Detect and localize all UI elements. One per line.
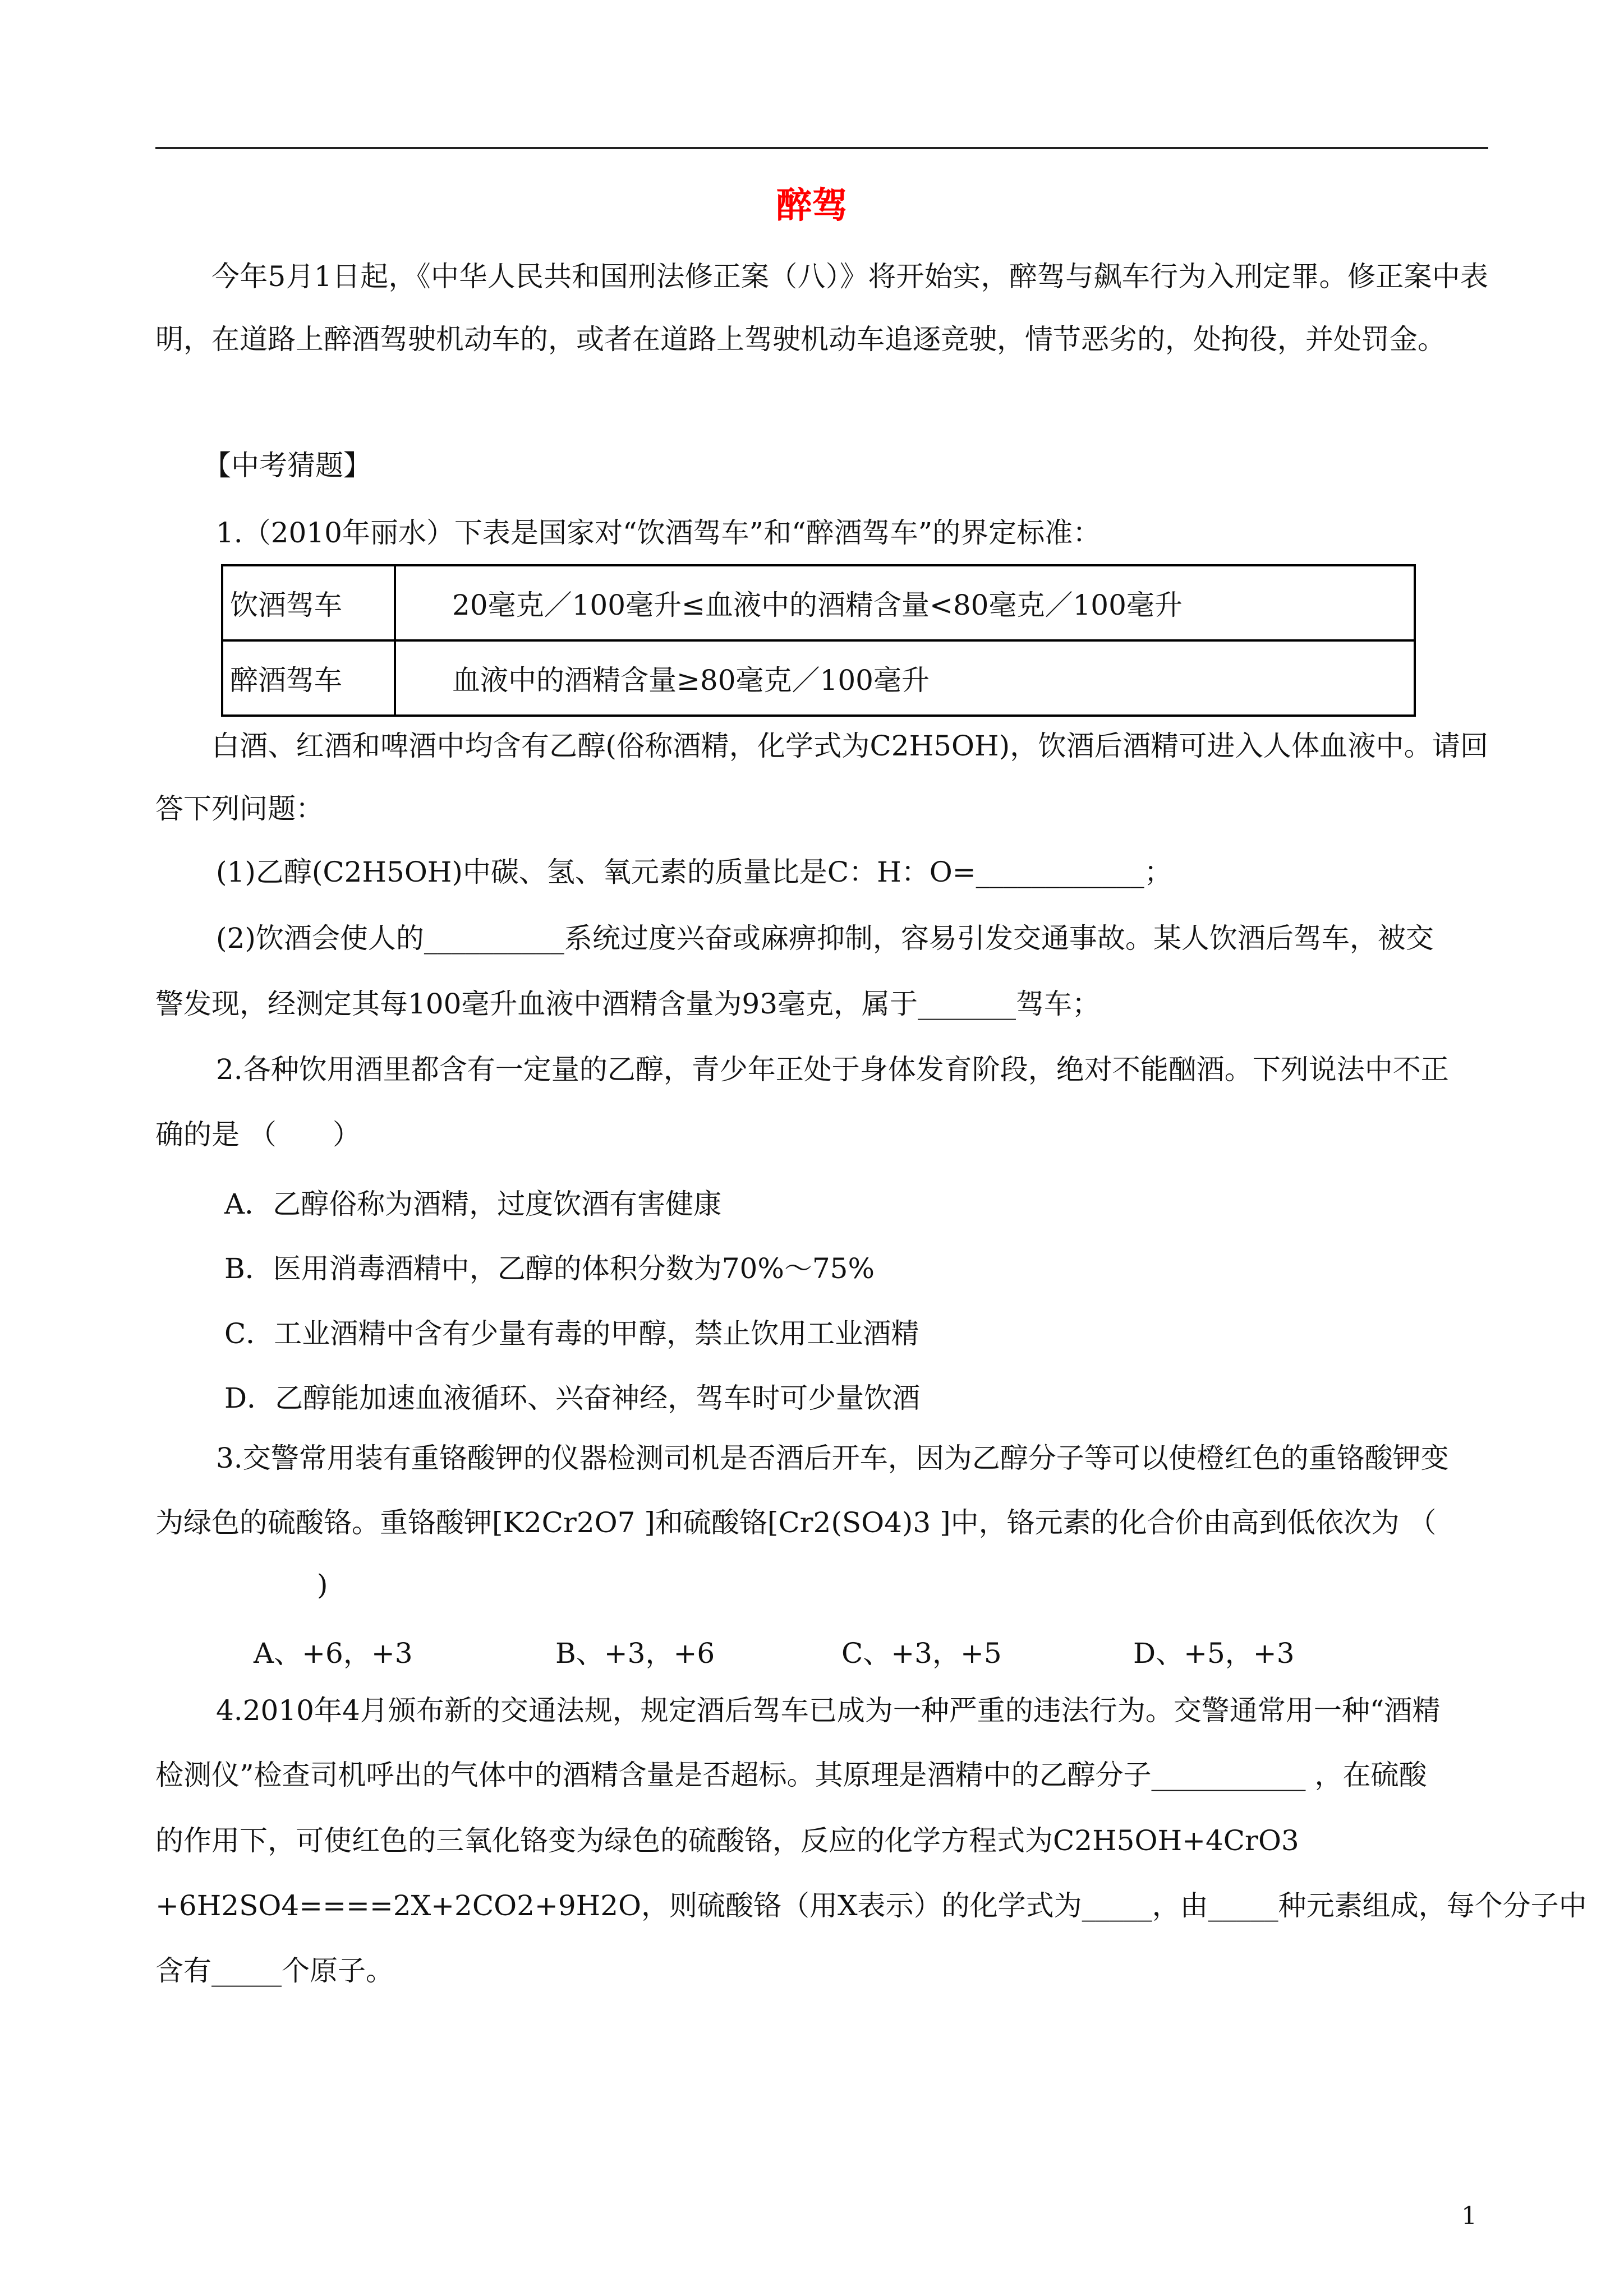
q3-option-d: D、+5，+3 <box>1133 1637 1295 1670</box>
section-label: 【中考猜题】 <box>203 449 371 482</box>
table-cell-name: 醉酒驾车 <box>222 640 395 716</box>
q4-line2: 检测仪”检查司机呼出的气体中的酒精含量是否超标。其原理是酒精中的乙醇分子___________ ，在硫酸 <box>155 1759 1427 1791</box>
q4-line5: 含有_____个原子。 <box>155 1954 394 1987</box>
q1-sub1: (1)乙醇(C2H5OH)中碳、氢、氧元素的质量比是C：H：O=____________； <box>216 856 1172 888</box>
header-rule <box>155 147 1488 149</box>
q2-option-b: B．医用消毒酒精中，乙醇的体积分数为70%～75% <box>224 1252 875 1285</box>
q1-standard-table <box>221 564 1416 717</box>
q3-line2: 为绿色的硫酸铬。重铬酸钾[K2Cr2O7 ]和硫酸铬[Cr2(SO4)3 ]中，铬元素的化合价由高到低依次为 （ <box>155 1506 1437 1539</box>
q1-sub2-line1: (2)饮酒会使人的__________系统过度兴奋或麻痹抑制，容易引发交通事故。某人饮酒后驾车，被交 <box>216 922 1434 955</box>
q1-text <box>155 714 1488 840</box>
q2-option-a: A．乙醇俗称为酒精，过度饮酒有害健康 <box>224 1188 722 1220</box>
table-cell-name: 饮酒驾车 <box>222 565 395 640</box>
q3-option-c: C、+3，+5 <box>841 1637 1002 1670</box>
q4-line4: +6H2SO4====2X+2CO2+9H2O，则硫酸铬（用X表示）的化学式为_____，由_____种元素组成，每个分子中 <box>155 1889 1587 1922</box>
q3-line1: 3.交警常用装有重铬酸钾的仪器检测司机是否酒后开车，因为乙醇分子等可以使橙红色的重铬酸钾变 <box>216 1442 1449 1474</box>
q2-option-d: D．乙醇能加速血液循环、兴奋神经，驾车时可少量饮酒 <box>224 1382 921 1414</box>
page-title: 醉驾 <box>776 185 848 227</box>
q2-line1: 2.各种饮用酒里都含有一定量的乙醇，青少年正处于身体发育阶段，绝对不能酗酒。下列说法中不正 <box>216 1053 1449 1086</box>
q3-line3: ) <box>317 1569 328 1601</box>
table-cell-standard: 20毫克／100毫升≤血液中的酒精含量<80毫克／100毫升 <box>395 565 1415 640</box>
table-cell-standard: 血液中的酒精含量≥80毫克／100毫升 <box>395 640 1415 716</box>
q1-text-content: 白酒、红酒和啤酒中均含有乙醇(俗称酒精，化学式为C2H5OH)，饮酒后酒精可进入人体血液中。请回答下列问题： <box>155 730 1488 825</box>
q4-line3: 的作用下，可使红色的三氧化铬变为绿色的硫酸铬，反应的化学方程式为C2H5OH+4CrO3 <box>155 1824 1299 1857</box>
q1-stem: 1.（2010年丽水）下表是国家对“饮酒驾车”和“醉酒驾车”的界定标准： <box>216 517 1101 549</box>
table-row <box>222 565 1415 640</box>
q4-line1: 4.2010年4月颁布新的交通法规，规定酒后驾车已成为一种严重的违法行为。交警通常用一种“酒精 <box>216 1694 1441 1727</box>
intro-text: 今年5月1日起，《中华人民共和国刑法修正案（八）》将开始实，醉驾与飙车行为入刑定罪。修正案中表明，在道路上醉酒驾驶机动车的，或者在道路上驾驶机动车追逐竞驶，情节恶劣的，处拘役，并处罚金。 <box>155 260 1488 356</box>
table-row <box>222 640 1415 716</box>
q3-option-b: B、+3，+6 <box>555 1637 715 1670</box>
q2-option-c: C．工业酒精中含有少量有毒的甲醇，禁止饮用工业酒精 <box>224 1317 919 1350</box>
intro-paragraph <box>155 245 1488 371</box>
page-number: 1 <box>1461 2202 1477 2230</box>
q3-option-a: A、+6，+3 <box>254 1637 413 1670</box>
q2-line2: 确的是 （ ） <box>155 1118 361 1151</box>
q1-sub2-line2: 警发现，经测定其每100毫升血液中酒精含量为93毫克，属于_______驾车； <box>155 988 1101 1020</box>
